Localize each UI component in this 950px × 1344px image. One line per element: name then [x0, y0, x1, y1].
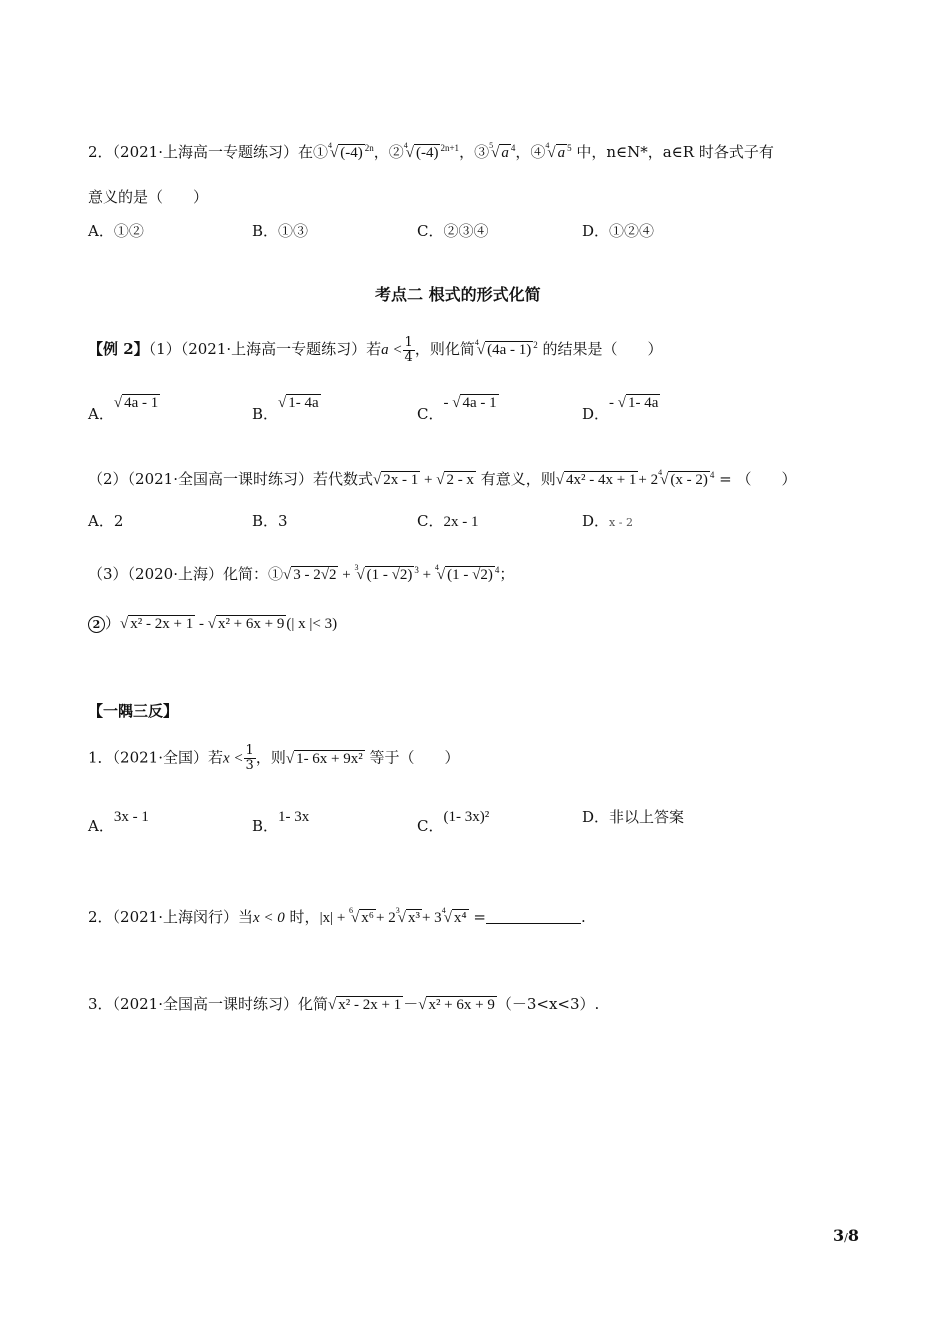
ex2-p2-option-d: D．x - 2 [582, 512, 633, 530]
yiyu-q1-radical: √ 1- 6x + 9x² [285, 750, 363, 767]
yiyu-q2-eq: = [468, 908, 486, 926]
yiyu-q2-coef3: + 3 [421, 910, 442, 926]
ex2-p3-text: （3）（2020·上海）化简：① [88, 565, 283, 583]
q2-sep2: ，② [373, 143, 404, 161]
ex2-p2-radical1: √ 2x - 1 [373, 472, 419, 488]
yiyu-q2-cond: x < 0 [253, 910, 285, 926]
ex2-p3-radical3: $^4$√ (1 - √2) $^4$ [434, 563, 500, 583]
yiyu-q2-abs: |x| [319, 910, 334, 926]
yiyu-q3-radical1: √ x² - 2x + 1 [328, 997, 402, 1013]
q2-sep3: ，③ [459, 143, 490, 161]
page-current: 3 [833, 1226, 845, 1245]
page-total: 8 [847, 1226, 859, 1245]
ex2-p3b-radical2: √ x² + 6x + 9 [207, 616, 285, 632]
ex2-p2-text: （2）（2021·全国高一课时练习）若代数式 [88, 470, 373, 488]
q2-suffix: 中，n∈N*，a∈R 时各式子有 [571, 143, 774, 161]
ex2-p3b-cond: (| x |< 3) [286, 616, 338, 632]
page-sep: / [844, 1231, 848, 1244]
ex2-p1-option-a: A．√ 4a - 1 [88, 395, 159, 423]
q2-prefix: 2．（2021·上海高一专题练习）在① [88, 143, 328, 161]
ex2-p2-radical2: √ 2 - x [436, 472, 474, 488]
yiyu-q2: 2．（2021·上海闵行）当x < 0 时，|x| + $^6$√ $x^6 + 2^3√$ $x^3 + 3^4√$ x⁴ = . [88, 906, 586, 926]
yiyu-q2-end: . [581, 908, 586, 926]
q2-option-a: A．①② [88, 222, 144, 240]
q2-top-line2: 意义的是（ ） [88, 188, 209, 206]
ex2-p1-fraction: $\frac{1}{4}$ [404, 334, 413, 365]
q2-option-d: D．①②④ [582, 222, 655, 240]
ex2-p1-radical: $^4$√ (4a - 1) $^2$ [474, 338, 538, 358]
q2-option-b: B．①③ [252, 222, 309, 240]
ex2-p3-radical1: √ 3 - 2√2 [283, 567, 337, 583]
yiyu-q1-mid: ，则 [255, 748, 286, 767]
ex2-part2: （2）（2021·全国高一课时练习）若代数式√ 2x - 1 + √ 2 - x 有意义，则√ $4x^2 - 4x + 1 + 2^4√$ (x - 2) $^4$ = （ ） [88, 468, 797, 488]
q2-top-line1 [88, 135, 774, 164]
ex2-p2-mid: 有意义，则 [475, 470, 556, 488]
q2-sep4: ，④ [515, 143, 546, 161]
yiyu-q3-text: 3．（2021·全国高一课时练习）化简 [88, 995, 328, 1013]
ex2-p1-option-c: C．- √ 4a - 1 [417, 395, 497, 423]
ex2-p2-option-c: C．2x - 1 [417, 512, 479, 530]
ex2-p2-coef: + 2 [638, 472, 659, 488]
yiyu-q2-text: 2．（2021·上海闵行）当 [88, 908, 253, 926]
ex2-p3b-radical1: √ x² - 2x + 1 [120, 616, 194, 632]
yiyu-q1-option-b: B．1- 3x [252, 809, 310, 835]
ex2-p2-option-b: B．3 [252, 512, 288, 530]
section-title: 考点二 根式的形式化简 [375, 285, 541, 304]
yiyu-q1-end: 等于（ ） [364, 748, 460, 767]
ex2-p2-end: = （ ） [714, 470, 797, 488]
yiyu-q1-fraction: $\frac{1}{3}$ [245, 743, 254, 773]
q2-expr4: $^4$√ a $^5$ [545, 141, 572, 161]
yiyu-tag: 【一隅三反】 [88, 702, 179, 720]
yiyu-q2-radical2: $^3$√ x³ [395, 906, 420, 926]
yiyu-q3 [88, 993, 599, 1016]
ex2-p2-radical4: $^4$√ (x - 2) $^4$ [658, 468, 715, 488]
answer-blank[interactable] [486, 909, 581, 924]
yiyu-q2-radical3: $^4$√ x⁴ [441, 906, 467, 926]
ex2-p3-end: ； [499, 565, 515, 583]
yiyu-q3-radical2: √ x² + 6x + 9 [418, 997, 495, 1013]
ex2-p3-radical2: $^3$√ (1 - √2) $^3$ [354, 563, 419, 583]
yiyu-q2-mid: 时， [284, 908, 320, 926]
ex2-p2-radical3: √ 4x² - 4x + 1 [555, 472, 637, 488]
ex2-p1-mid: ，则化简 [414, 340, 475, 358]
yiyu-q2-coef2: + 2 [376, 910, 396, 926]
ex2-p2-option-a: A．2 [88, 512, 124, 530]
q2-option-c: C．②③④ [417, 222, 489, 240]
ex2-p1-cond: a < [381, 342, 403, 358]
ex2-p1-option-d: D．- √ 1- 4a [582, 395, 659, 423]
q2-expr3: $^5$√ a $^4$ [489, 141, 516, 161]
page-number [833, 1226, 859, 1245]
ex2-p1-option-b: B．√ 1- 4a [252, 395, 319, 423]
yiyu-q2-radical1: $^6$√ x⁶ [349, 906, 375, 926]
yiyu-q1-cond: x < [223, 750, 244, 767]
ex2-p1-end: 的结果是（ ） [537, 340, 663, 358]
yiyu-q3-minus: － [403, 995, 419, 1013]
ex2-part3: （3）（2020·上海）化简：①√ 3 - 2√2 + $^3$√ (1 - √2) $^3$ + $^4$√ (1 - √2) $^4$； [88, 563, 515, 583]
yiyu-q1 [88, 744, 460, 773]
yiyu-q1-text: 1．（2021·全国）若 [88, 748, 223, 767]
yiyu-q3-end: （－3<x<3）. [496, 995, 600, 1013]
ex2-p1-text: （1）（2021·上海高一专题练习）若 [148, 340, 382, 358]
yiyu-q1-option-a: A．3x - 1 [88, 809, 149, 835]
circled-two: 2 [88, 616, 105, 633]
ex2-p3b-paren: ） [105, 614, 121, 632]
yiyu-q1-option-c: C．(1- 3x)² [417, 809, 490, 835]
ex2-part3b: 2 ）√ x² - 2x + 1 - √ x² + 6x + 9 (| x |< 3) [88, 612, 337, 635]
q2-expr2: $^4$√ (-4) $^{2n+1}$ [403, 141, 460, 161]
ex2-part1 [88, 332, 663, 365]
q2-expr1: $^4$√ (-4) $^{2n}$ [328, 141, 374, 161]
ex2-tag: 【例 2】 [88, 340, 149, 358]
yiyu-q1-option-d: D．非以上答案 [582, 808, 685, 826]
